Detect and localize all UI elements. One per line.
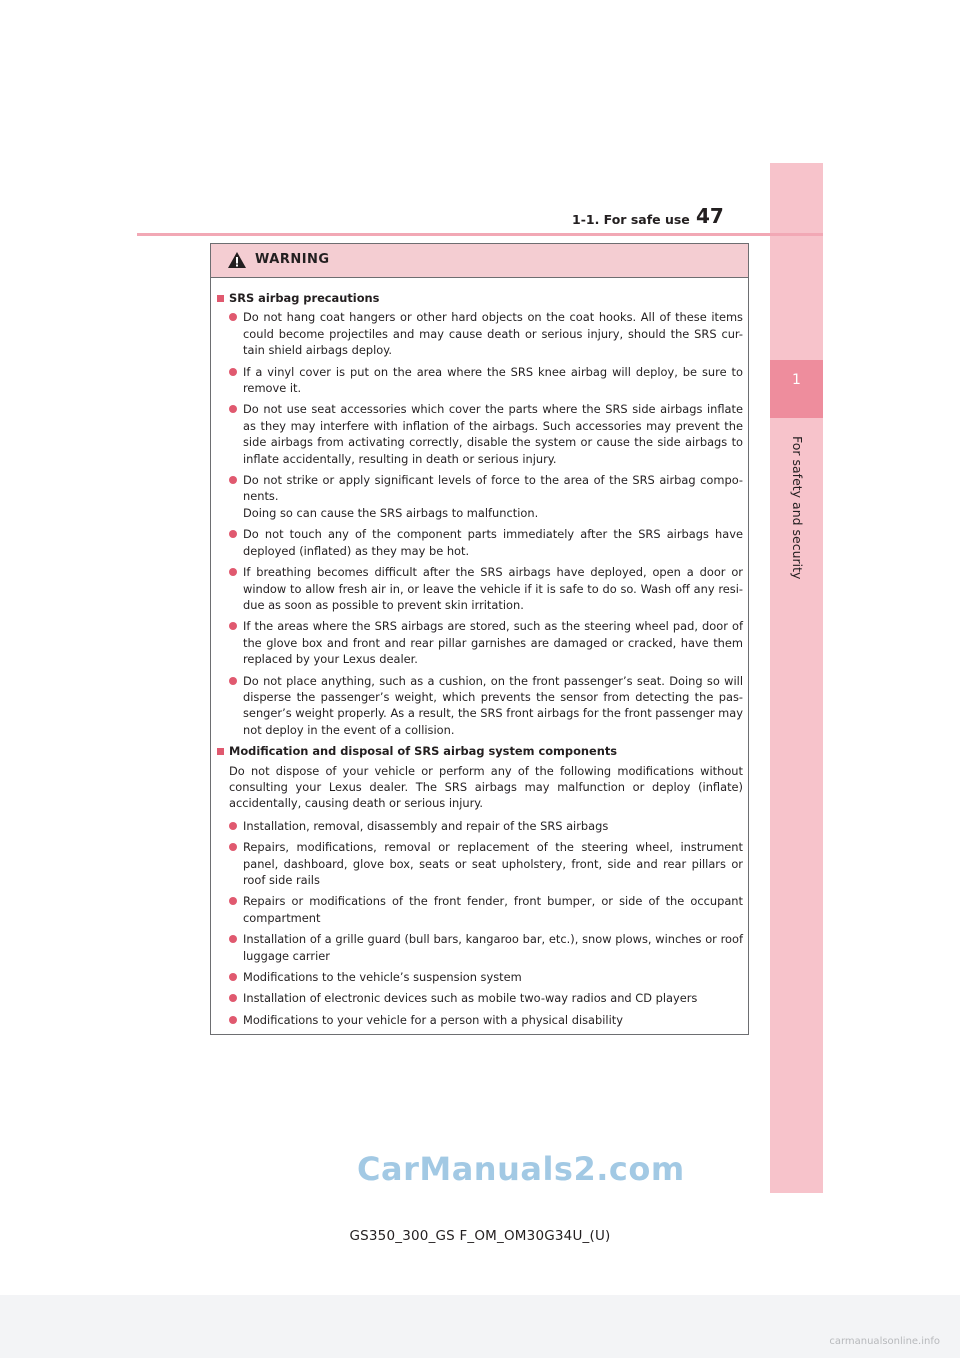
- list-item-text: Do not hang coat hangers or other hard objects on the coat hooks. All of these items could become projectiles and may cause death or serious injury, should the SRS cur-tain shield airbags deploy.: [243, 310, 743, 358]
- warning-content: [217, 290, 743, 1033]
- list-item: [217, 839, 743, 888]
- round-bullet-icon: [229, 935, 237, 943]
- list-item: [217, 893, 743, 926]
- round-bullet-icon: [229, 568, 237, 576]
- warning-header: [211, 244, 748, 278]
- round-bullet-icon: [229, 822, 237, 830]
- chapter-title: For safety and security: [790, 436, 805, 580]
- section-heading-text: SRS airbag precautions: [229, 291, 380, 305]
- list-item: [217, 309, 743, 358]
- list-item-text: Do not use seat accessories which cover the parts where the SRS side airbags inflate as they may interfere with inflation of the airbags. Such accessories may prevent the side airbags from activating correctly, disable the system or cause the side airbags to inflate accidentally, resulting in death or serious injury.: [243, 402, 743, 466]
- square-bullet-icon: [217, 295, 224, 302]
- round-bullet-icon: [229, 994, 237, 1002]
- list-item: [217, 818, 743, 834]
- list-item-text: Do not place anything, such as a cushion, on the front passenger’s seat. Doing so will disperse the passenger’s weight, which prevents the sensor from detecting the pas-senger’s weight properly. As a result, the SRS front airbags for the front passenger may not deploy in the event of a collision.: [243, 673, 743, 737]
- list-item: [217, 564, 743, 613]
- round-bullet-icon: [229, 843, 237, 851]
- list-item-text: Modifications to your vehicle for a person with a physical disability: [243, 1012, 623, 1027]
- list-item: [217, 1012, 743, 1028]
- round-bullet-icon: [229, 313, 237, 321]
- section-heading-text: Modification and disposal of SRS airbag system components: [229, 744, 618, 759]
- list-item-text: Repairs, modifications, removal or replacement of the steering wheel, instrument panel, dashboard, glove box, seats or seat upholstery, front, side and rear pillars or roof side rails: [243, 840, 743, 887]
- list-item: [217, 673, 743, 739]
- round-bullet-icon: [229, 1016, 237, 1024]
- watermark-bar: [0, 1295, 960, 1358]
- chapter-title-container: [769, 430, 823, 630]
- round-bullet-icon: [229, 530, 237, 538]
- list-item: [217, 401, 743, 467]
- round-bullet-icon: [229, 368, 237, 376]
- warning-title: WARNING: [255, 252, 330, 267]
- list-item-text: Installation, removal, disassembly and repair of the SRS airbags: [243, 818, 609, 833]
- list-item-text: Repairs or modifications of the front fender, front bumper, or side of the occupant compartment: [243, 894, 743, 925]
- list-item-text: If the areas where the SRS airbags are stored, such as the steering wheel pad, door of the glove box and front and rear pillar garnishes are damaged or cracked, have them replaced by your Lexus dealer.: [243, 619, 743, 667]
- list-item: [217, 526, 743, 559]
- header-rule: [137, 233, 823, 236]
- round-bullet-icon: [229, 897, 237, 905]
- list-item: [217, 990, 743, 1006]
- list-item-text: Installation of electronic devices such as mobile two-way radios and CD players: [243, 991, 698, 1006]
- watermark-url: carmanualsonline.info: [829, 1336, 940, 1347]
- round-bullet-icon: [229, 476, 237, 484]
- round-bullet-icon: [229, 677, 237, 685]
- warning-triangle-icon: [227, 251, 247, 269]
- list-item-text: Do not touch any of the component parts immediately after the SRS airbags have deployed (inflated) as they may be hot.: [243, 527, 743, 558]
- list-item: [217, 969, 743, 985]
- round-bullet-icon: [229, 973, 237, 981]
- side-tab-active: [770, 360, 823, 418]
- round-bullet-icon: [229, 405, 237, 413]
- list-item: [217, 364, 743, 397]
- list-item: [217, 618, 743, 667]
- section-heading: [217, 743, 743, 759]
- list-item-text: Modifications to the vehicle’s suspension system: [243, 970, 522, 985]
- footer-doc-code: GS350_300_GS F_OM_OM30G34U_(U): [349, 1228, 611, 1244]
- header-section-title: 1-1. For safe use: [572, 212, 690, 227]
- section-heading: [217, 290, 743, 306]
- chapter-number: 1: [792, 372, 801, 388]
- list-item-text: Installation of a grille guard (bull bars, kangaroo bar, etc.), snow plows, winches or roof luggage carrier: [243, 932, 743, 963]
- warning-box: [210, 243, 749, 1035]
- list-item-text: If a vinyl cover is put on the area where the SRS knee airbag will deploy, be sure to remove it.: [243, 364, 743, 396]
- round-bullet-icon: [229, 622, 237, 630]
- side-tab: [770, 163, 823, 1193]
- list-item-text: Do not strike or apply significant levels of force to the area of the SRS airbag compo-nents. Doing so can cause the SRS airbags to malfunction.: [243, 473, 743, 520]
- list-item-text: If breathing becomes difficult after the SRS airbags have deployed, open a door or window to allow fresh air in, or leave the vehicle if it is safe to do so. Wash off any resi-due as soon as possible to prevent skin irritation.: [243, 565, 743, 612]
- square-bullet-icon: [217, 748, 224, 755]
- page-number: 47: [696, 204, 724, 228]
- carmanuals-watermark: CarManuals2.com: [357, 1150, 685, 1188]
- section-intro: Do not dispose of your vehicle or perform any of the following modifications without consulting your Lexus dealer. The SRS airbags may malfunction or deploy (inflate) accidentally, causing death or serious injury.: [229, 763, 743, 811]
- list-item: [217, 931, 743, 964]
- list-item: [217, 472, 743, 521]
